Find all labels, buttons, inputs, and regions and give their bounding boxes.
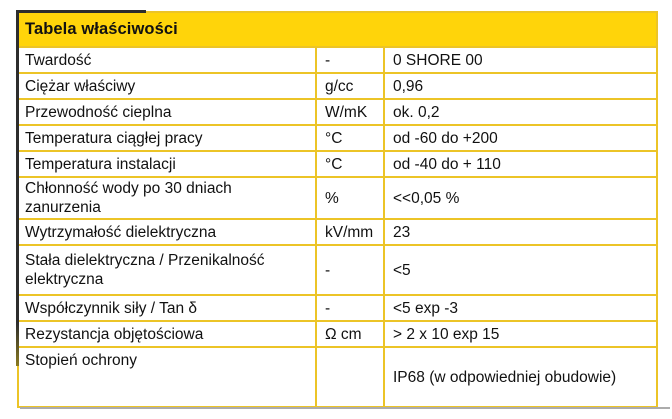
property-name-cell: Ciężar właściwy (25, 77, 136, 95)
property-name-cell: Twardość (25, 51, 92, 69)
property-name-cell: Wytrzymałość dielektryczna (25, 223, 217, 241)
scan-artifact-top-edge (16, 10, 146, 13)
unit-cell (315, 348, 385, 406)
unit-cell: - (315, 48, 385, 72)
unit-cell: W/mK (315, 100, 385, 124)
unit-cell: Ω cm (315, 322, 385, 346)
property-name-cell: Temperatura instalacji (25, 155, 176, 173)
unit-cell: - (315, 246, 385, 294)
property-name-cell: Stała dielektryczna / Przenikalność elektryczna (25, 252, 265, 288)
property-name-cell: Stopień ochrony (25, 352, 138, 369)
value-cell: ok. 0,2 (393, 103, 440, 121)
unit-cell: °C (315, 126, 385, 150)
table-row (19, 218, 656, 244)
table-row (19, 46, 656, 72)
table-row (19, 72, 656, 98)
value-cell: <5 exp -3 (393, 299, 459, 317)
unit-cell: - (315, 296, 385, 320)
value-cell: 0 SHORE 00 (393, 51, 483, 69)
table-row (19, 244, 656, 294)
table-row (19, 150, 656, 176)
value-cell: <5 (393, 261, 411, 279)
unit-cell: g/cc (315, 74, 385, 98)
value-cell: 0,96 (393, 77, 424, 95)
value-cell: od -40 do + 110 (393, 155, 501, 173)
value-cell: <<0,05 % (393, 189, 460, 207)
unit-cell: % (315, 178, 385, 218)
property-name-cell: Chłonność wody po 30 dniach zanurzenia (25, 180, 232, 216)
property-name-cell: Współczynnik siły / Tan δ (25, 299, 198, 317)
table-row (19, 124, 656, 150)
table-row (19, 346, 656, 406)
table-row (19, 176, 656, 218)
table-title: Tabela właściwości (19, 13, 656, 46)
unit-cell: kV/mm (315, 220, 385, 244)
table-body (19, 46, 656, 406)
value-cell: IP68 (w odpowiedniej obudowie) (393, 368, 617, 386)
value-cell: > 2 x 10 exp 15 (393, 325, 500, 343)
properties-table (17, 11, 658, 408)
value-cell: od -60 do +200 (393, 129, 498, 147)
scan-artifact-bottom-shadow (20, 407, 670, 409)
property-name-cell: Przewodność cieplna (25, 103, 172, 121)
table-row (19, 320, 656, 346)
value-cell: 23 (393, 223, 411, 241)
property-name-cell: Temperatura ciągłej pracy (25, 129, 203, 147)
scan-artifact-left-edge (16, 10, 19, 366)
unit-cell: °C (315, 152, 385, 176)
property-name-cell: Rezystancja objętościowa (25, 325, 204, 343)
table-row (19, 98, 656, 124)
table-row (19, 294, 656, 320)
